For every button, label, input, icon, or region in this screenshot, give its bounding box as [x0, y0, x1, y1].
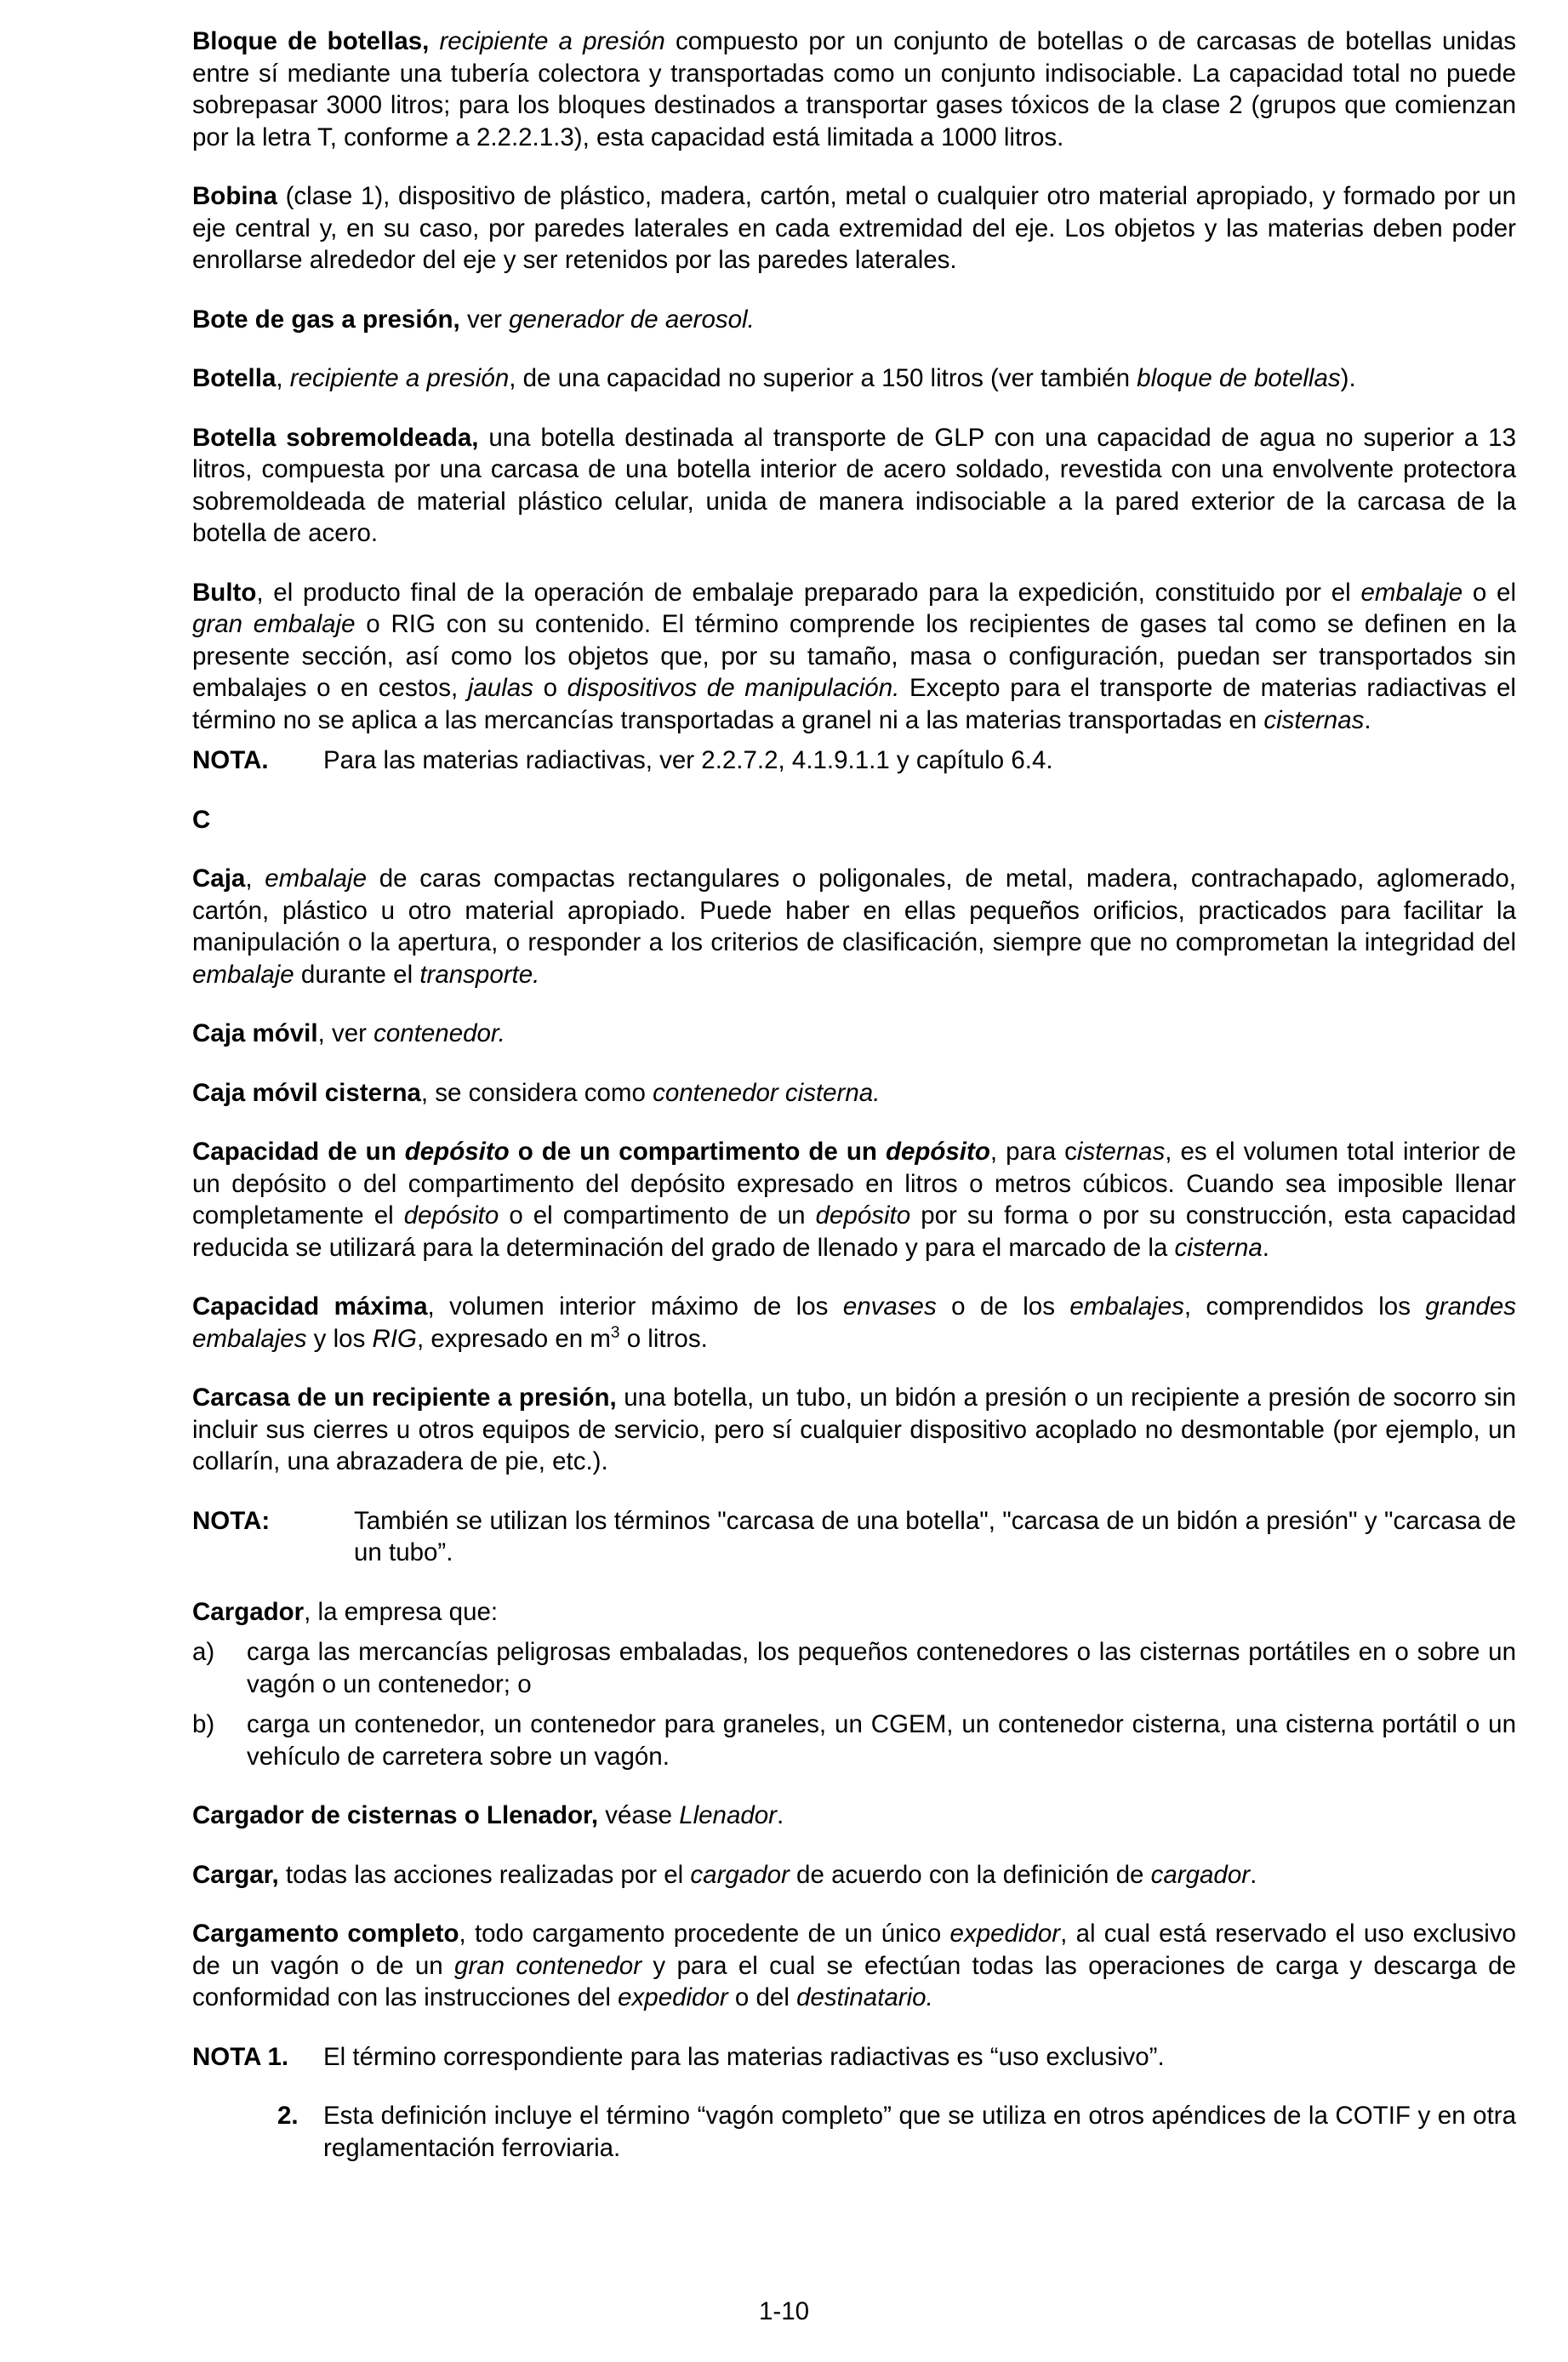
- note-cargamento-2: [277, 2100, 1516, 2164]
- section-letter-c: C: [192, 805, 211, 834]
- term: Cargador: [192, 1597, 305, 1626]
- note-label: NOTA:: [192, 1506, 271, 1535]
- note-carcasa: [192, 1505, 1516, 1569]
- entry-caja-movil-cisterna: Caja móvil cisterna, se considera como contenedor cisterna.: [192, 1078, 881, 1107]
- entry-botella-sobremoldeada: Botella sobremoldeada, una botella destinada al transporte de GLP con una capacidad de agua no superior a 13 litros, compuesta por una carcasa de una botella interior de acero soldado, revestida con una envolvente protectora sobremoldeada de material plástico celular, unida de manera indisociable a la pared exterior de la carcasa de la botella de acero.: [192, 423, 1516, 547]
- entry-bote-de-gas: Bote de gas a presión, ver generador de aerosol.: [192, 305, 755, 334]
- note-text: Para las materias radiactivas, ver 2.2.7.2, 4.1.9.1.1 y capítulo 6.4.: [323, 746, 1053, 774]
- term: Caja móvil: [192, 1019, 318, 1047]
- term: Cargador de cisternas o Llenador,: [192, 1801, 599, 1829]
- entry-caja: Caja, embalaje de caras compactas rectangulares o poligonales, de metal, madera, contrachapado, aglomerado, cartón, plástico u otro material apropiado. Puede haber en ellas pequeños orificios, practicados para facilitar la manipulación o la apertura, o responder a los criterios de clasificación, siempre que no comprometan la integridad del embalaje durante el transporte.: [192, 864, 1516, 989]
- note-label: NOTA 1.: [192, 2042, 289, 2071]
- entry-cargamento-completo: Cargamento completo, todo cargamento procedente de un único expedidor, al cual está reservado el uso exclusivo de un vagón o de un gran contenedor y para el cual se efectúan todas las operaciones de carga y descarga de conformidad con las instrucciones del expedidor o del destinatario.: [192, 1920, 1517, 2011]
- note-cargamento-1: [192, 2041, 1516, 2074]
- list-text: carga las mercancías peligrosas embaladas, los pequeños contenedores o las cisternas portátiles en o sobre un vagón o un contenedor; o: [247, 1638, 1516, 1698]
- list-text: carga un contenedor, un contenedor para graneles, un CGEM, un contenedor cisterna, una cisterna portátil o un vehículo de carretera sobre un vagón.: [247, 1710, 1516, 1771]
- note-label: NOTA.: [192, 746, 269, 774]
- entry-cargador: Cargador, la empresa que:: [192, 1597, 499, 1626]
- term: Caja móvil cisterna: [192, 1078, 421, 1107]
- page-number: 1-10: [758, 2297, 810, 2325]
- entry-capacidad-maxima: Capacidad máxima, volumen interior máximo de los envases o de los embalajes, comprendidos los grandes embalajes y los RIG, expresado en $m^3$ o litros.: [192, 1292, 1516, 1353]
- list-marker: b): [192, 1710, 215, 1738]
- entry-botella: Botella, recipiente a presión, de una capacidad no superior a 150 litros (ver también bloque de botellas).: [192, 364, 1356, 392]
- list-item: [192, 1709, 1516, 1772]
- note-text: El término correspondiente para las materias radiactivas es “uso exclusivo”.: [323, 2042, 1165, 2071]
- term: Botella: [192, 364, 277, 392]
- definitions-column: [192, 26, 1516, 2191]
- note-bulto: [192, 745, 1516, 777]
- note-text: Esta definición incluye el término “vagón completo” que se utiliza en otros apéndices de la COTIF y en otra reglamentación ferroviaria.: [323, 2102, 1516, 2162]
- term: Caja: [192, 864, 246, 893]
- entry-bobina: Bobina (clase 1), dispositivo de plástico, madera, cartón, metal o cualquier otro material apropiado, y formado por un eje central y, en su caso, por paredes laterales en cada extremidad del eje. Los objetos y las materias deben poder enrollarse alrededor del eje y ser retenidos por las paredes laterales.: [192, 182, 1516, 274]
- list-marker: a): [192, 1638, 215, 1666]
- term: Bloque de botellas,: [192, 27, 430, 55]
- entry-bulto: Bulto, el producto final de la operación de embalaje preparado para la expedición, constituido por el embalaje o el gran embalaje o RIG con su contenido. El término comprende los recipientes de gases tal como se definen en la presente sección, así como los objetos que, por su tamaño, masa o configuración, puedan ser transportados sin embalajes o en cestos, jaulas o dispositivos de manipulación. Excepto para el transporte de materias radiactivas el término no se aplica a las mercancías transportadas a granel ni a las materias transportadas en cisternas.: [192, 578, 1516, 734]
- entry-cargador-de-cisternas: Cargador de cisternas o Llenador, véase Llenador.: [192, 1801, 784, 1829]
- term: Botella sobremoldeada,: [192, 423, 479, 452]
- term: Cargar,: [192, 1860, 279, 1889]
- term: Bobina: [192, 182, 277, 210]
- term: Bote de gas a presión,: [192, 305, 460, 334]
- note-label: 2.: [277, 2102, 299, 2130]
- term: Cargamento completo: [192, 1920, 459, 1948]
- entry-capacidad-deposito: Capacidad de un depósito o de un compartimento de un depósito, para cisternas, es el volumen total interior de un depósito o del compartimento del depósito expresado en litros o metros cúbicos. Cuando sea imposible llenar completamente el depósito o el compartimento de un depósito por su forma o por su construcción, esta capacidad reducida se utilizará para la determinación del grado de llenado y para el marcado de la cisterna.: [192, 1138, 1516, 1262]
- term: Capacidad de un depósito o de un compartimento de un depósito: [192, 1138, 990, 1166]
- term: Bulto: [192, 578, 257, 607]
- term: Carcasa de un recipiente a presión,: [192, 1384, 617, 1412]
- entry-cargar: Cargar, todas las acciones realizadas por el cargador de acuerdo con la definición de cargador.: [192, 1860, 1257, 1889]
- entry-carcasa: Carcasa de un recipiente a presión, una botella, un tubo, un bidón a presión o un recipiente a presión de socorro sin incluir sus cierres u otros equipos de servicio, pero sí cualquier dispositivo acoplado no desmontable (por ejemplo, un collarín, una abrazadera de pie, etc.).: [192, 1384, 1516, 1475]
- list-item: [192, 1636, 1516, 1700]
- term: Capacidad máxima: [192, 1292, 428, 1321]
- note-text: También se utilizan los términos "carcasa de una botella", "carcasa de un bidón a presión" y "carcasa de un tubo”.: [354, 1506, 1516, 1566]
- entry-bloque-de-botellas: Bloque de botellas, recipiente a presión compuesto por un conjunto de botellas o de carcasas de botellas unidas entre sí mediante una tubería colectora y transportadas como un conjunto indisociable. La capacidad total no puede sobrepasar 3000 litros; para los bloques destinados a transportar gases tóxicos de la clase 2 (grupos que comienzan por la letra T, conforme a 2.2.2.1.3), esta capacidad está limitada a 1000 litros.: [192, 27, 1516, 151]
- entry-caja-movil: Caja móvil, ver contenedor.: [192, 1019, 505, 1047]
